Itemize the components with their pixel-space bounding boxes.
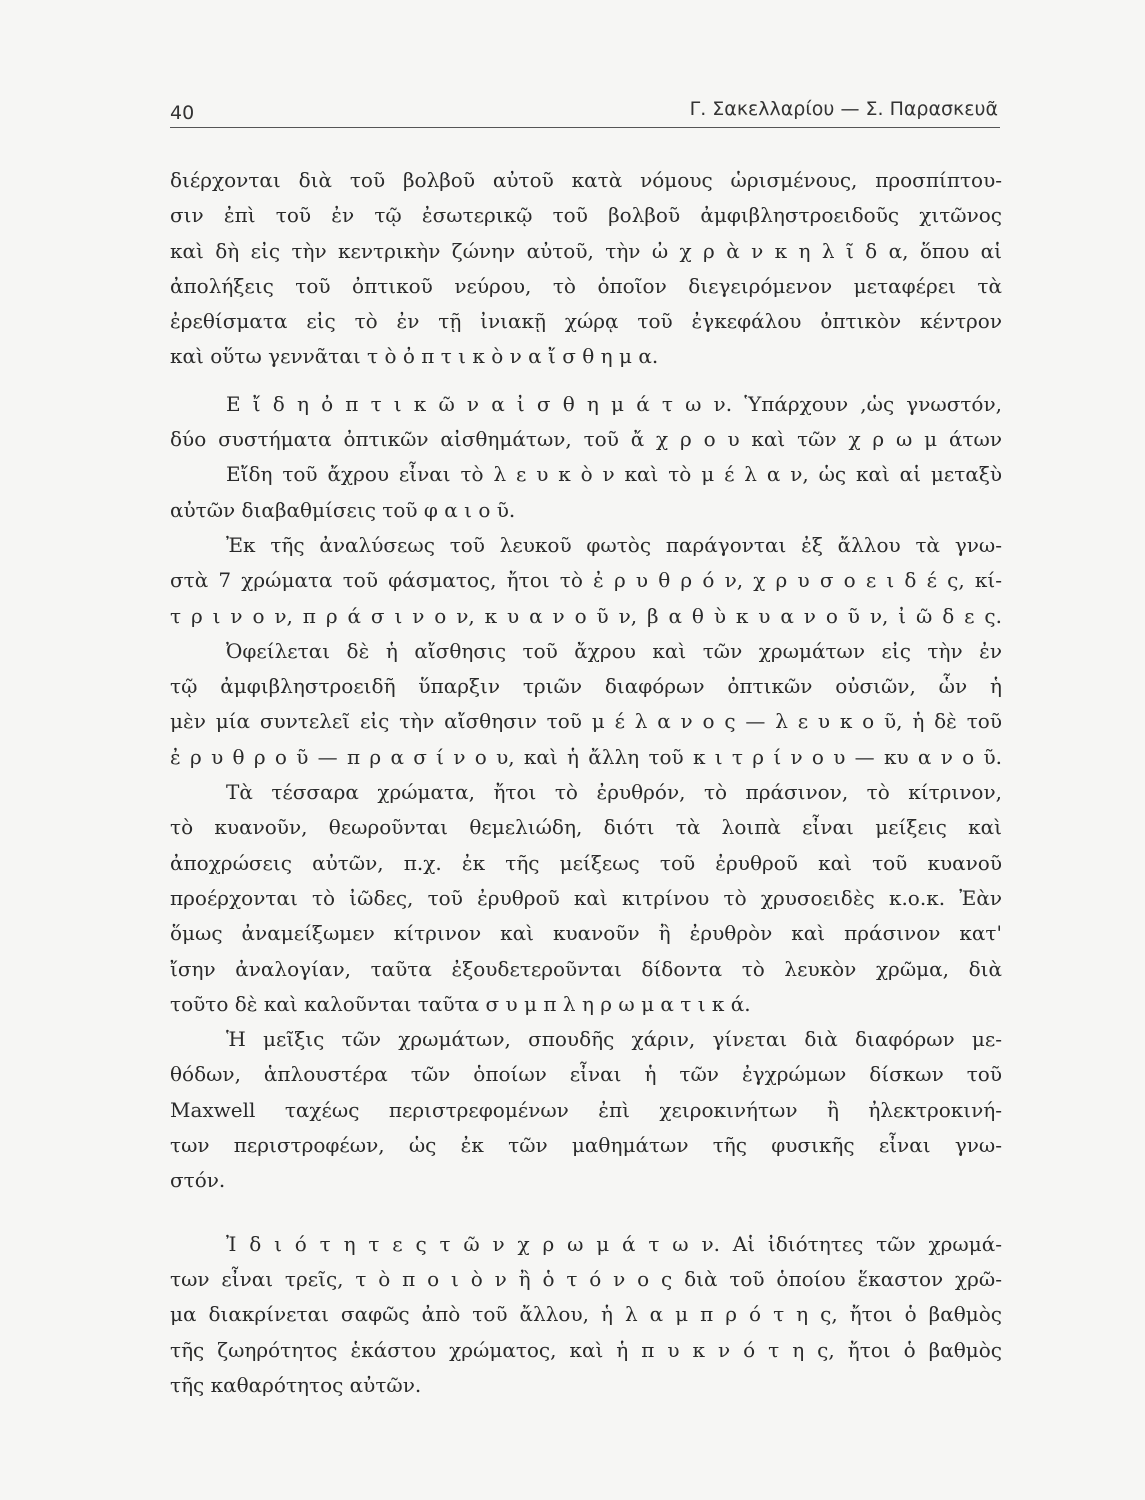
header-rule xyxy=(170,127,1000,128)
paragraph xyxy=(170,1227,1002,1403)
paragraph xyxy=(170,457,1002,528)
text-line: στόν. xyxy=(170,1168,226,1193)
body-text xyxy=(170,163,1002,1403)
text-line: Ἐκ τῆς ἀναλύσεως τοῦ λευκοῦ φωτὸς παράγονται ἐξ ἄλλου τὰ γνω- xyxy=(226,532,1002,557)
text-line: ἐ ρ υ θ ρ ο ῦ — π ρ α σ ί ν ο υ, καὶ ἡ ἄλλη τοῦ κ ι τ ρ ί ν ο υ — κυ α ν ο ῦ. xyxy=(170,744,1002,769)
paragraph-gap xyxy=(170,375,1002,387)
text-line: τῆς ζωηρότητος ἑκάστου χρώματος, καὶ ἡ π υ κ ν ό τ η ς, ἤτοι ὁ βαθμὸς xyxy=(170,1337,1002,1362)
running-title: Γ. Σακελλαρίου — Σ. Παρασκευᾶ xyxy=(689,98,998,120)
text-line: τῷ ἀμφιβληστροειδῆ ὕπαρξιν τριῶν διαφόρων ὀπτικῶν οὐσιῶν, ὧν ἡ xyxy=(170,674,1002,699)
paragraph-gap xyxy=(170,1199,1002,1227)
paragraph xyxy=(170,775,1002,1022)
paragraph xyxy=(170,163,1002,375)
text-line: δύο συστήματα ὀπτικῶν αἰσθημάτων, τοῦ ἄ χ ρ ο υ καὶ τῶν χ ρ ω μ άτων xyxy=(170,427,1002,452)
text-line: Ἡ μεῖξις τῶν χρωμάτων, σπουδῆς χάριν, γίνεται διὰ διαφόρων με- xyxy=(226,1027,1002,1052)
text-line: Εἴδη τοῦ ἄχρου εἶναι τὸ λ ε υ κ ὸ ν καὶ τὸ μ έ λ α ν, ὡς καὶ αἱ μεταξὺ xyxy=(226,462,1002,487)
text-line: αὐτῶν διαβαθμίσεις τοῦ φ α ι ο ῦ. xyxy=(170,497,516,522)
text-line: Ὀφείλεται δὲ ἡ αἴσθησις τοῦ ἄχρου καὶ τῶν χρωμάτων εἰς τὴν ἐν xyxy=(226,638,1002,663)
text-line: των εἶναι τρεῖς, τ ὸ π ο ι ὸ ν ἢ ὁ τ ό ν ο ς διὰ τοῦ ὁποίου ἕκαστον χρῶ- xyxy=(170,1266,1002,1291)
text-line: τοῦτο δὲ καὶ καλοῦνται ταῦτα σ υ μ π λ η ρ ω μ α τ ι κ ά. xyxy=(170,991,751,1016)
text-line: Maxwell ταχέως περιστρεφομένων ἐπὶ χειροκινήτων ἢ ἠλεκτροκινή- xyxy=(170,1097,1002,1122)
paragraph xyxy=(170,1022,1002,1198)
text-line: ὅμως ἀναμείξωμεν κίτρινον καὶ κυανοῦν ἢ ἐρυθρὸν καὶ πράσινον κατ' xyxy=(170,921,1002,946)
text-line: τῆς καθαρότητος αὐτῶν. xyxy=(170,1372,422,1397)
text-line: διέρχονται διὰ τοῦ βολβοῦ αὐτοῦ κατὰ νόμους ὡρισμένους, προσπίπτου- xyxy=(170,168,1002,192)
text-line: θόδων, ἁπλουστέρα τῶν ὁποίων εἶναι ἡ τῶν ἐγχρώμων δίσκων τοῦ xyxy=(170,1062,1002,1087)
text-line: μὲν μία συντελεῖ εἰς τὴν αἴσθησιν τοῦ μ έ λ α ν ο ς — λ ε υ κ ο ῦ, ἡ δὲ τοῦ xyxy=(170,709,1002,734)
text-line: στὰ 7 χρώματα τοῦ φάσματος, ἤτοι τὸ ἐ ρ υ θ ρ ό ν, χ ρ υ σ ο ε ι δ έ ς, κί- xyxy=(170,568,1002,593)
paragraph xyxy=(170,634,1002,775)
text-line: ἐρεθίσματα εἰς τὸ ἐν τῇ ἰνιακῇ χώρᾳ τοῦ ἐγκεφάλου ὀπτικὸν κέντρον xyxy=(170,309,1002,334)
section-heading-line: Ἰ δ ι ό τ η τ ε ς τ ῶ ν χ ρ ω μ ά τ ω ν. Αἱ ἰδιότητες τῶν χρωμά- xyxy=(226,1231,1002,1256)
text-line: των περιστροφέων, ὡς ἐκ τῶν μαθημάτων τῆς φυσικῆς εἶναι γνω- xyxy=(170,1133,1002,1158)
text-line: προέρχονται τὸ ἰῶδες, τοῦ ἐρυθροῦ καὶ κιτρίνου τὸ χρυσοειδὲς κ.ο.κ. Ἐὰν xyxy=(170,885,1002,910)
text-line: μα διακρίνεται σαφῶς ἀπὸ τοῦ ἄλλου, ἡ λ α μ π ρ ό τ η ς, ἤτοι ὁ βαθμὸς xyxy=(170,1302,1002,1327)
text-line: τ ρ ι ν ο ν, π ρ ά σ ι ν ο ν, κ υ α ν ο ῦ ν, β α θ ὺ κ υ α ν ο ῦ ν, ἰ ῶ δ ε ς. xyxy=(170,603,1002,628)
paragraph xyxy=(170,387,1002,458)
text-line: ἀποχρώσεις αὐτῶν, π.χ. ἐκ τῆς μείξεως τοῦ ἐρυθροῦ καὶ τοῦ κυανοῦ xyxy=(170,850,1002,875)
text-line: ἴσην ἀναλογίαν, ταῦτα ἐξουδετεροῦνται δίδοντα τὸ λευκὸν χρῶμα, διὰ xyxy=(170,956,1002,981)
text-line: Τὰ τέσσαρα χρώματα, ἤτοι τὸ ἐρυθρόν, τὸ πράσινον, τὸ κίτρινον, xyxy=(226,780,1002,805)
text-line: σιν ἐπὶ τοῦ ἐν τῷ ἐσωτερικῷ τοῦ βολβοῦ ἀμφιβληστροειδοῦς χιτῶνος xyxy=(170,203,1002,228)
text-line: τὸ κυανοῦν, θεωροῦνται θεμελιώδη, διότι τὰ λοιπὰ εἶναι μείξεις καὶ xyxy=(170,815,1002,840)
text-line: καὶ δὴ εἰς τὴν κεντρικὴν ζώνην αὐτοῦ, τὴν ὠ χ ρ ὰ ν κ η λ ῖ δ α, ὅπου αἱ xyxy=(170,238,1002,263)
section-heading-line: Ε ἴ δ η ὀ π τ ι κ ῶ ν α ἰ σ θ η μ ά τ ω ν. Ὑπάρχουν ,ὡς γνωστόν, xyxy=(226,391,1002,416)
text-line: καὶ οὕτω γεννᾶται τ ὸ ὀ π τ ι κ ὸ ν α ἴ σ θ η μ α. xyxy=(170,344,659,369)
page-header xyxy=(170,96,1000,130)
paragraph xyxy=(170,528,1002,634)
page-number: 40 xyxy=(170,102,195,124)
text-line: ἀπολήξεις τοῦ ὀπτικοῦ νεύρου, τὸ ὁποῖον διεγειρόμενον μεταφέρει τὰ xyxy=(170,273,1002,298)
